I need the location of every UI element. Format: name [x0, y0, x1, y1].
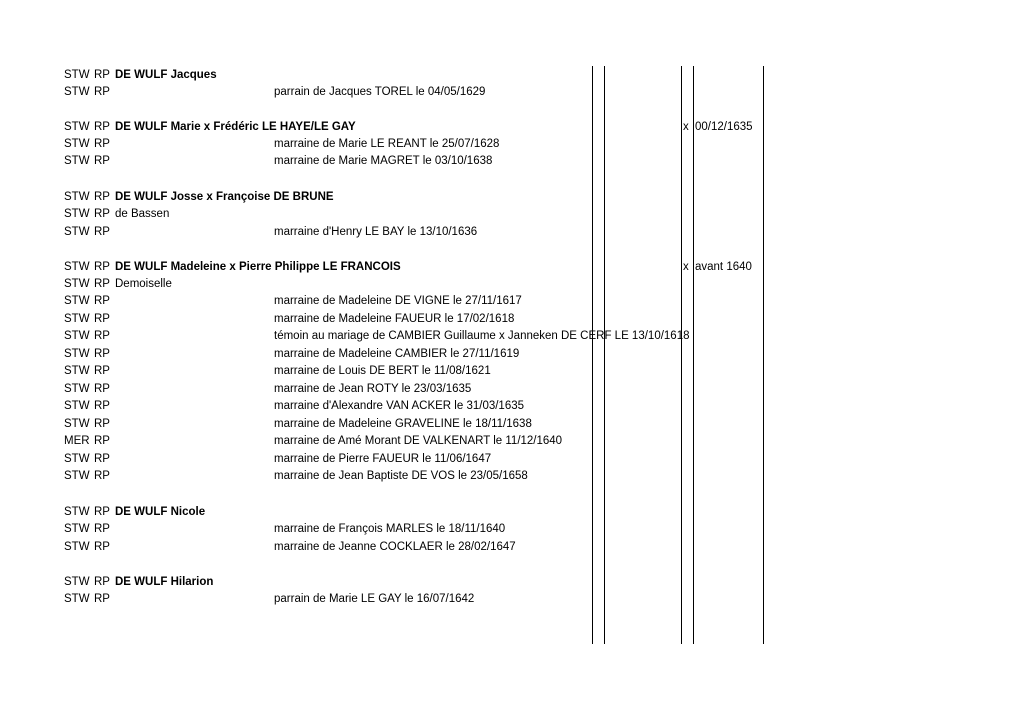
event-text: marraine d'Henry LE BAY le 13/10/1636 — [274, 226, 478, 238]
event-text: marraine de Pierre FAUEUR le 11/06/1647 — [274, 453, 492, 465]
marriage-date: avant 1640 — [695, 261, 752, 273]
entry-header-row — [0, 119, 1024, 136]
place-code: STW — [64, 348, 90, 360]
place-code: STW — [64, 191, 90, 203]
note-row — [0, 206, 1024, 223]
role-code: RP — [94, 278, 110, 290]
event-text: marraine de François MARLES le 18/11/1640 — [274, 523, 506, 535]
entry-header-row — [0, 67, 1024, 84]
place-code: STW — [64, 295, 90, 307]
role-code: RP — [94, 400, 110, 412]
person-name: DE WULF Josse x Françoise DE BRUNE — [115, 191, 334, 203]
event-row — [0, 591, 1024, 608]
event-text: marraine de Jeanne COCKLAER le 28/02/1647 — [274, 541, 516, 553]
role-code: RP — [94, 383, 110, 395]
role-code: RP — [94, 191, 110, 203]
marriage-mark: x — [683, 121, 689, 133]
place-code: STW — [64, 506, 90, 518]
place-code: STW — [64, 576, 90, 588]
entry-header-row — [0, 574, 1024, 591]
event-text: marraine de Madeleine DE VIGNE le 27/11/1617 — [274, 295, 522, 307]
event-row — [0, 153, 1024, 170]
event-text: parrain de Jacques TOREL le 04/05/1629 — [274, 86, 486, 98]
place-code: STW — [64, 383, 90, 395]
event-row — [0, 84, 1024, 101]
role-code: RP — [94, 365, 110, 377]
role-code: RP — [94, 348, 110, 360]
role-code: RP — [94, 541, 110, 553]
note-text: de Bassen — [115, 208, 170, 220]
event-text: marraine de Amé Morant DE VALKENART le 11/12/1640 — [274, 435, 563, 447]
event-text: marraine de Marie LE REANT le 25/07/1628 — [274, 138, 500, 150]
role-code: RP — [94, 435, 110, 447]
event-row — [0, 468, 1024, 485]
event-row — [0, 433, 1024, 450]
role-code: RP — [94, 523, 110, 535]
place-code: STW — [64, 155, 90, 167]
event-text: marraine de Jean Baptiste DE VOS le 23/05/1658 — [274, 470, 528, 482]
event-text: marraine de Madeleine CAMBIER le 27/11/1619 — [274, 348, 520, 360]
entry-header-row — [0, 504, 1024, 521]
place-code: STW — [64, 400, 90, 412]
event-row — [0, 521, 1024, 538]
person-name: DE WULF Jacques — [115, 69, 217, 81]
place-code: STW — [64, 261, 90, 273]
event-text: marraine de Louis DE BERT le 11/08/1621 — [274, 365, 491, 377]
role-code: RP — [94, 453, 110, 465]
role-code: RP — [94, 86, 110, 98]
event-row — [0, 346, 1024, 363]
place-code: STW — [64, 418, 90, 430]
role-code: RP — [94, 121, 110, 133]
event-text: témoin au mariage de CAMBIER Guillaume x Janneken DE CERF LE 13/10/1618 — [274, 330, 690, 342]
place-code: STW — [64, 121, 90, 133]
event-text: marraine de Marie MAGRET le 03/10/1638 — [274, 155, 493, 167]
role-code: RP — [94, 295, 110, 307]
person-name: DE WULF Hilarion — [115, 576, 214, 588]
event-text: marraine de Madeleine FAUEUR le 17/02/1618 — [274, 313, 515, 325]
role-code: RP — [94, 69, 110, 81]
person-name: DE WULF Nicole — [115, 506, 206, 518]
event-row — [0, 224, 1024, 241]
place-code: STW — [64, 470, 90, 482]
place-code: STW — [64, 313, 90, 325]
place-code: STW — [64, 226, 90, 238]
event-row — [0, 293, 1024, 310]
role-code: RP — [94, 226, 110, 238]
event-row — [0, 451, 1024, 468]
event-row — [0, 363, 1024, 380]
place-code: STW — [64, 138, 90, 150]
event-row — [0, 311, 1024, 328]
entry-header-row — [0, 259, 1024, 276]
role-code: RP — [94, 576, 110, 588]
place-code: STW — [64, 208, 90, 220]
person-name: DE WULF Madeleine x Pierre Philippe LE FRANCOIS — [115, 261, 401, 273]
role-code: RP — [94, 470, 110, 482]
place-code: STW — [64, 330, 90, 342]
role-code: RP — [94, 208, 110, 220]
place-code: STW — [64, 541, 90, 553]
event-text: marraine de Jean ROTY le 23/03/1635 — [274, 383, 472, 395]
event-text: marraine de Madeleine GRAVELINE le 18/11/1638 — [274, 418, 532, 430]
role-code: RP — [94, 155, 110, 167]
event-row — [0, 328, 1024, 345]
role-code: RP — [94, 261, 110, 273]
event-row — [0, 416, 1024, 433]
event-row — [0, 381, 1024, 398]
marriage-mark: x — [683, 261, 689, 273]
place-code: STW — [64, 365, 90, 377]
role-code: RP — [94, 506, 110, 518]
role-code: RP — [94, 418, 110, 430]
event-text: marraine d'Alexandre VAN ACKER le 31/03/1635 — [274, 400, 525, 412]
person-name: DE WULF Marie x Frédéric LE HAYE/LE GAY — [115, 121, 356, 133]
place-code: STW — [64, 523, 90, 535]
place-code: STW — [64, 593, 90, 605]
role-code: RP — [94, 593, 110, 605]
role-code: RP — [94, 330, 110, 342]
role-code: RP — [94, 138, 110, 150]
role-code: RP — [94, 313, 110, 325]
event-row — [0, 398, 1024, 415]
place-code: STW — [64, 69, 90, 81]
place-code: STW — [64, 453, 90, 465]
place-code: MER — [64, 435, 90, 447]
event-text: parrain de Marie LE GAY le 16/07/1642 — [274, 593, 475, 605]
place-code: STW — [64, 86, 90, 98]
note-row — [0, 276, 1024, 293]
event-row — [0, 539, 1024, 556]
event-row — [0, 136, 1024, 153]
note-text: Demoiselle — [115, 278, 172, 290]
entry-header-row — [0, 189, 1024, 206]
marriage-date: 00/12/1635 — [695, 121, 753, 133]
place-code: STW — [64, 278, 90, 290]
